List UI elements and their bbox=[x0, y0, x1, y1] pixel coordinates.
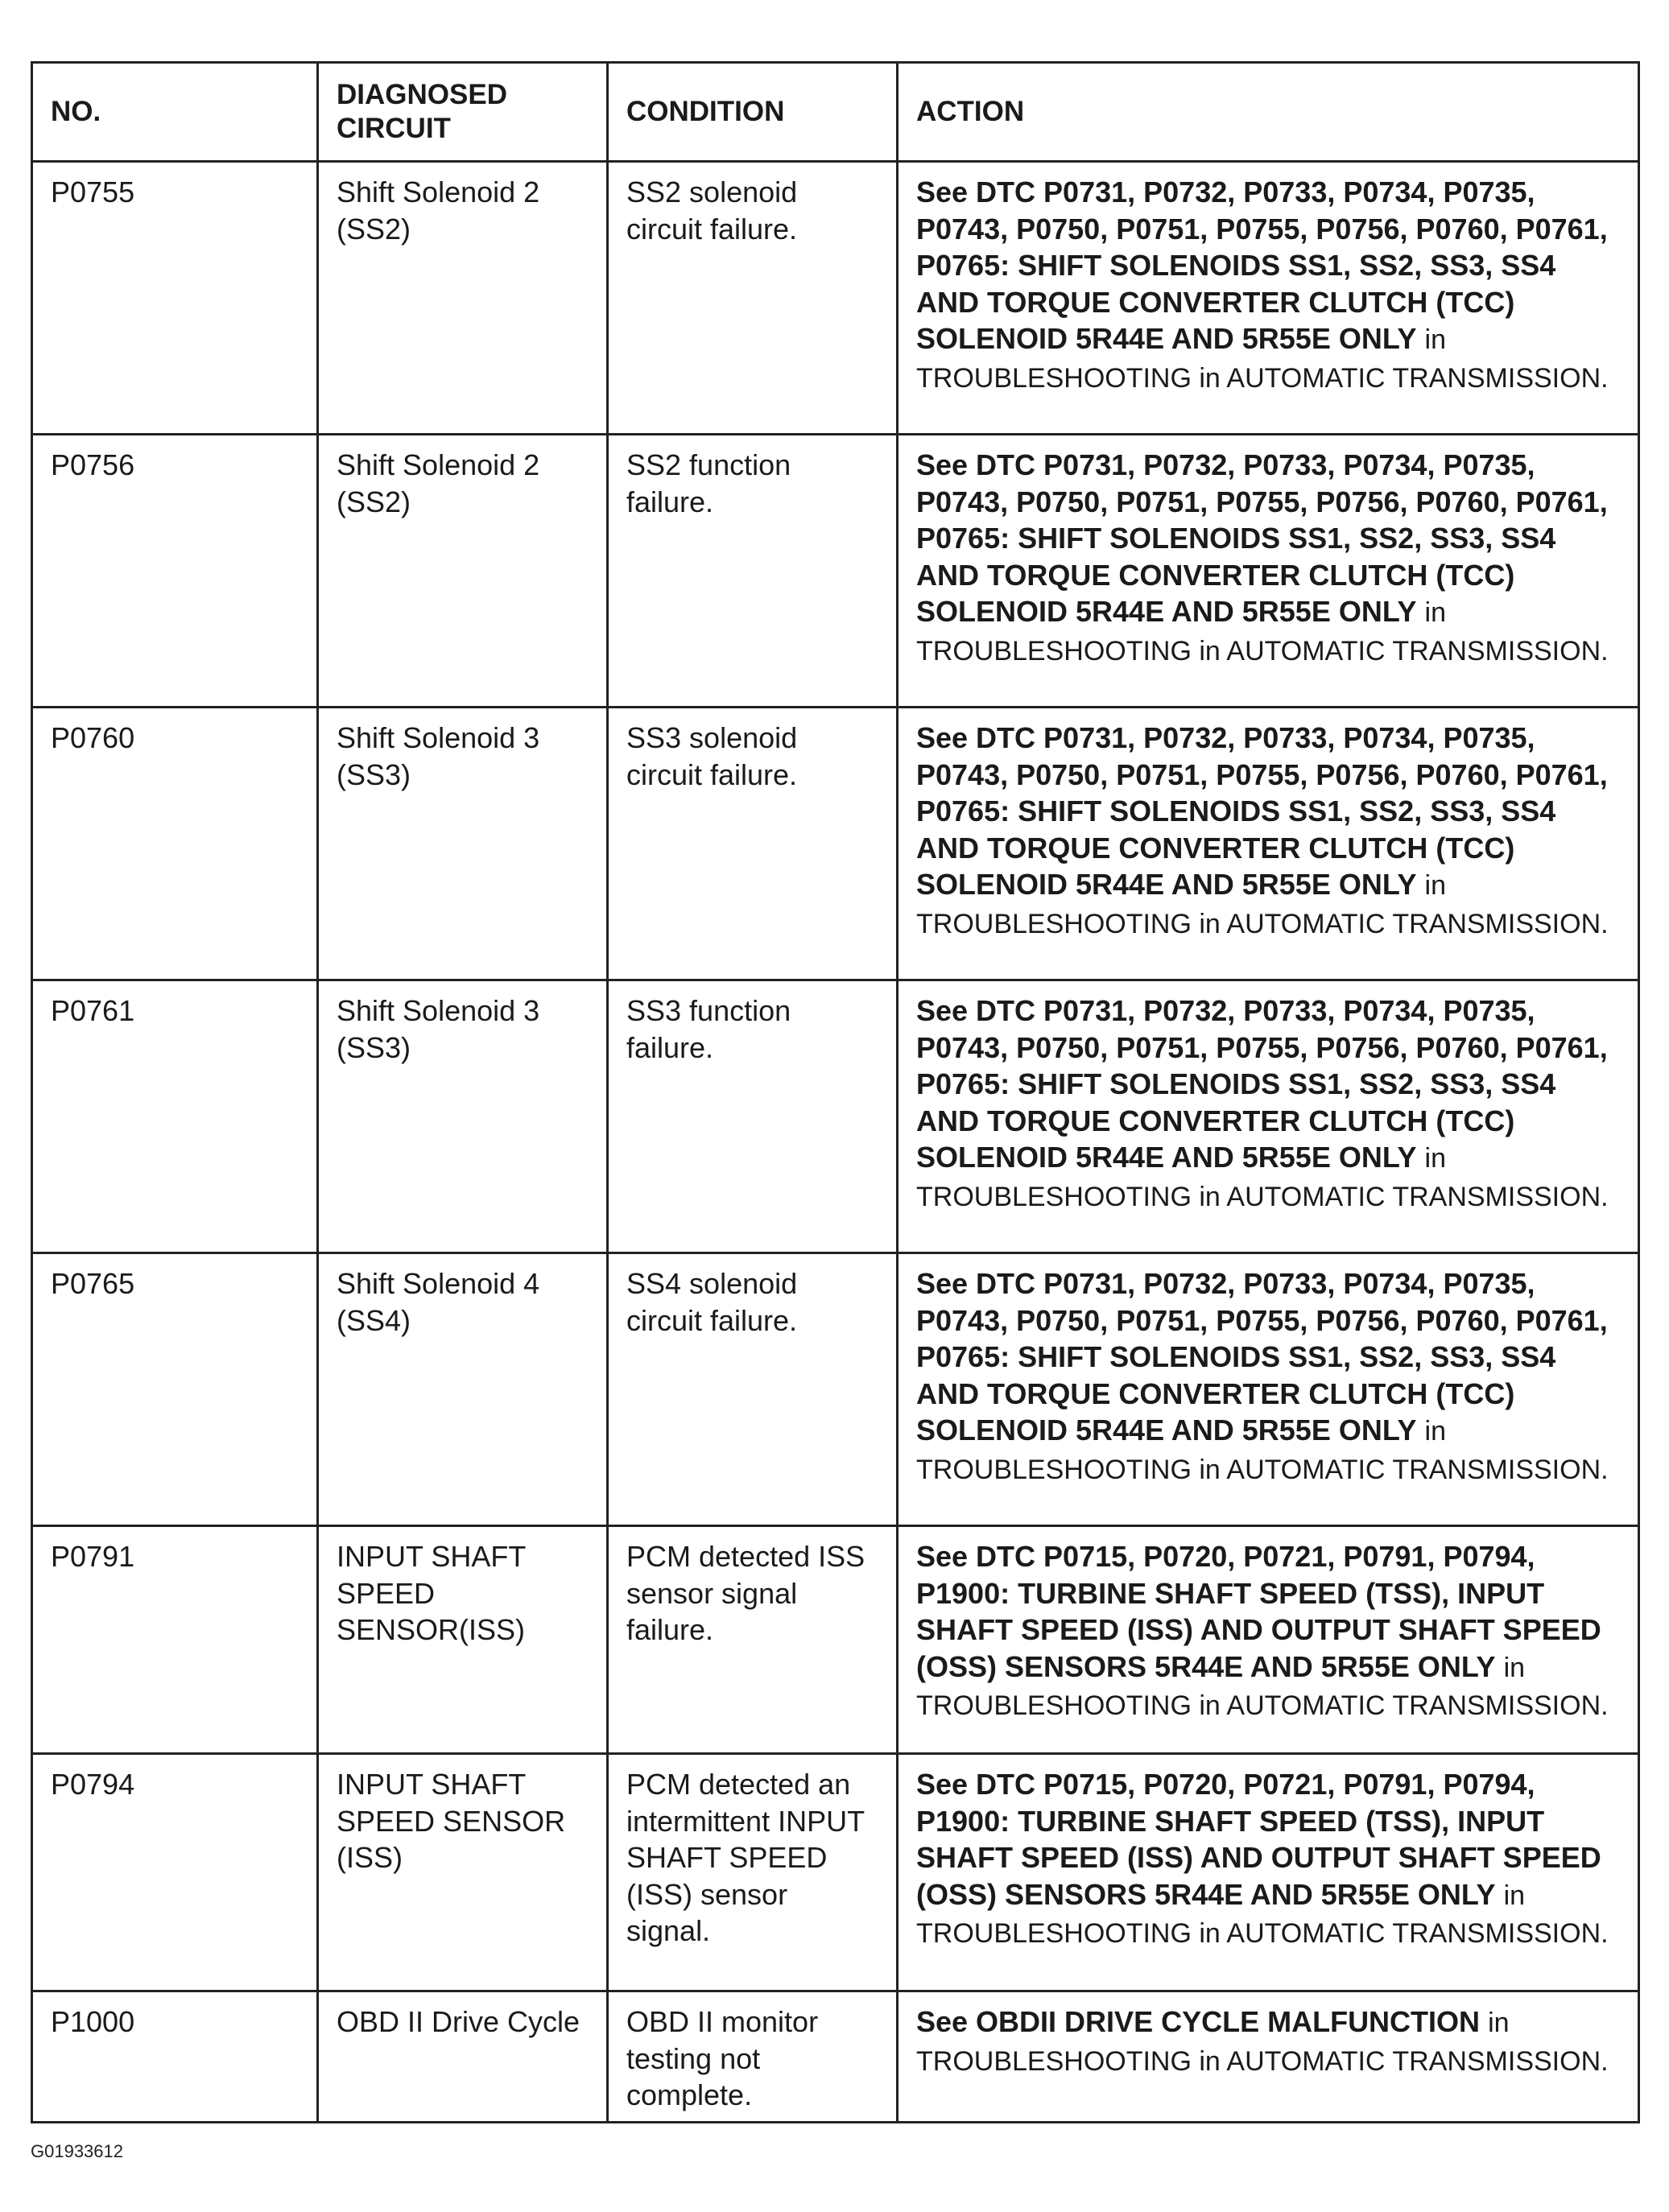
action-location: in TROUBLESHOOTING in AUTOMATIC TRANSMISSION. bbox=[916, 1416, 1609, 1485]
header-circuit: DIAGNOSED CIRCUIT bbox=[318, 63, 608, 162]
table-row bbox=[32, 1526, 1639, 1754]
diagnosed-circuit: Shift Solenoid 2 (SS2) bbox=[318, 162, 608, 435]
table-row bbox=[32, 1754, 1639, 1991]
dtc-table bbox=[31, 61, 1640, 2123]
dtc-number: P1000 bbox=[32, 1991, 318, 2123]
action-location: in TROUBLESHOOTING in AUTOMATIC TRANSMISSION. bbox=[916, 324, 1609, 394]
dtc-number: P0760 bbox=[32, 708, 318, 980]
table-row bbox=[32, 1253, 1639, 1526]
action-reference: See OBDII DRIVE CYCLE MALFUNCTION bbox=[916, 2005, 1481, 2038]
action bbox=[898, 1991, 1639, 2123]
action-location: in TROUBLESHOOTING in AUTOMATIC TRANSMISSION. bbox=[916, 1652, 1609, 1721]
dtc-number: P0756 bbox=[32, 435, 318, 708]
dtc-number: P0755 bbox=[32, 162, 318, 435]
dtc-number: P0765 bbox=[32, 1253, 318, 1526]
header-action: ACTION bbox=[898, 63, 1639, 162]
action bbox=[898, 1526, 1639, 1754]
diagnosed-circuit: Shift Solenoid 3 (SS3) bbox=[318, 708, 608, 980]
action-location: in TROUBLESHOOTING in AUTOMATIC TRANSMISSION. bbox=[916, 597, 1609, 666]
condition: SS3 function failure. bbox=[608, 980, 898, 1253]
action-reference: See DTC P0715, P0720, P0721, P0791, P0794, P1900: TURBINE SHAFT SPEED (TSS), INPUT SHAFT SPEED (ISS) AND OUTPUT SHAFT SPEED (OSS) SENSORS 5R44E AND 5R55E ONLY bbox=[916, 1540, 1601, 1683]
table-row bbox=[32, 435, 1639, 708]
action-location: in TROUBLESHOOTING in AUTOMATIC TRANSMISSION. bbox=[916, 870, 1609, 939]
header-row bbox=[32, 63, 1639, 162]
diagnosed-circuit: Shift Solenoid 4 (SS4) bbox=[318, 1253, 608, 1526]
action-reference: See DTC P0715, P0720, P0721, P0791, P0794, P1900: TURBINE SHAFT SPEED (TSS), INPUT SHAFT SPEED (ISS) AND OUTPUT SHAFT SPEED (OSS) SENSORS 5R44E AND 5R55E ONLY bbox=[916, 1768, 1601, 1911]
dtc-number: P0794 bbox=[32, 1754, 318, 1991]
condition: PCM detected an intermittent INPUT SHAFT SPEED (ISS) sensor signal. bbox=[608, 1754, 898, 1991]
table-row bbox=[32, 980, 1639, 1253]
diagnosed-circuit: OBD II Drive Cycle bbox=[318, 1991, 608, 2123]
action bbox=[898, 435, 1639, 708]
dtc-number: P0791 bbox=[32, 1526, 318, 1754]
header-condition: CONDITION bbox=[608, 63, 898, 162]
action-location: in TROUBLESHOOTING in AUTOMATIC TRANSMISSION. bbox=[916, 2008, 1609, 2077]
condition: SS2 function failure. bbox=[608, 435, 898, 708]
condition: SS2 solenoid circuit failure. bbox=[608, 162, 898, 435]
action-location: in TROUBLESHOOTING in AUTOMATIC TRANSMISSION. bbox=[916, 1143, 1609, 1212]
condition: SS3 solenoid circuit failure. bbox=[608, 708, 898, 980]
action bbox=[898, 162, 1639, 435]
action-reference: See DTC P0731, P0732, P0733, P0734, P0735, P0743, P0750, P0751, P0755, P0756, P0760, P0761, P0765: SHIFT SOLENOIDS SS1, SS2, SS3, SS4 AND TORQUE CONVERTER CLUTCH (TCC) SOLENOID 5R44E AND 5R55E ONLY bbox=[916, 448, 1608, 628]
action-location: in TROUBLESHOOTING in AUTOMATIC TRANSMISSION. bbox=[916, 1880, 1609, 1949]
action-reference: See DTC P0731, P0732, P0733, P0734, P0735, P0743, P0750, P0751, P0755, P0756, P0760, P0761, P0765: SHIFT SOLENOIDS SS1, SS2, SS3, SS4 AND TORQUE CONVERTER CLUTCH (TCC) SOLENOID 5R44E AND 5R55E ONLY bbox=[916, 721, 1608, 901]
table-row bbox=[32, 708, 1639, 980]
diagnosed-circuit: INPUT SHAFT SPEED SENSOR(ISS) bbox=[318, 1526, 608, 1754]
condition: OBD II monitor testing not complete. bbox=[608, 1991, 898, 2123]
action bbox=[898, 1253, 1639, 1526]
diagnosed-circuit: Shift Solenoid 3 (SS3) bbox=[318, 980, 608, 1253]
header-no: NO. bbox=[32, 63, 318, 162]
condition: SS4 solenoid circuit failure. bbox=[608, 1253, 898, 1526]
action bbox=[898, 708, 1639, 980]
action-reference: See DTC P0731, P0732, P0733, P0734, P0735, P0743, P0750, P0751, P0755, P0756, P0760, P0761, P0765: SHIFT SOLENOIDS SS1, SS2, SS3, SS4 AND TORQUE CONVERTER CLUTCH (TCC) SOLENOID 5R44E AND 5R55E ONLY bbox=[916, 175, 1608, 355]
table-row bbox=[32, 162, 1639, 435]
table-row bbox=[32, 1991, 1639, 2123]
condition: PCM detected ISS sensor signal failure. bbox=[608, 1526, 898, 1754]
dtc-number: P0761 bbox=[32, 980, 318, 1253]
diagnosed-circuit: Shift Solenoid 2 (SS2) bbox=[318, 435, 608, 708]
action bbox=[898, 980, 1639, 1253]
figure-id: G01933612 bbox=[31, 2141, 123, 2161]
diagnosed-circuit: INPUT SHAFT SPEED SENSOR (ISS) bbox=[318, 1754, 608, 1991]
action-reference: See DTC P0731, P0732, P0733, P0734, P0735, P0743, P0750, P0751, P0755, P0756, P0760, P0761, P0765: SHIFT SOLENOIDS SS1, SS2, SS3, SS4 AND TORQUE CONVERTER CLUTCH (TCC) SOLENOID 5R44E AND 5R55E ONLY bbox=[916, 1267, 1608, 1446]
action bbox=[898, 1754, 1639, 1991]
action-reference: See DTC P0731, P0732, P0733, P0734, P0735, P0743, P0750, P0751, P0755, P0756, P0760, P0761, P0765: SHIFT SOLENOIDS SS1, SS2, SS3, SS4 AND TORQUE CONVERTER CLUTCH (TCC) SOLENOID 5R44E AND 5R55E ONLY bbox=[916, 994, 1608, 1174]
